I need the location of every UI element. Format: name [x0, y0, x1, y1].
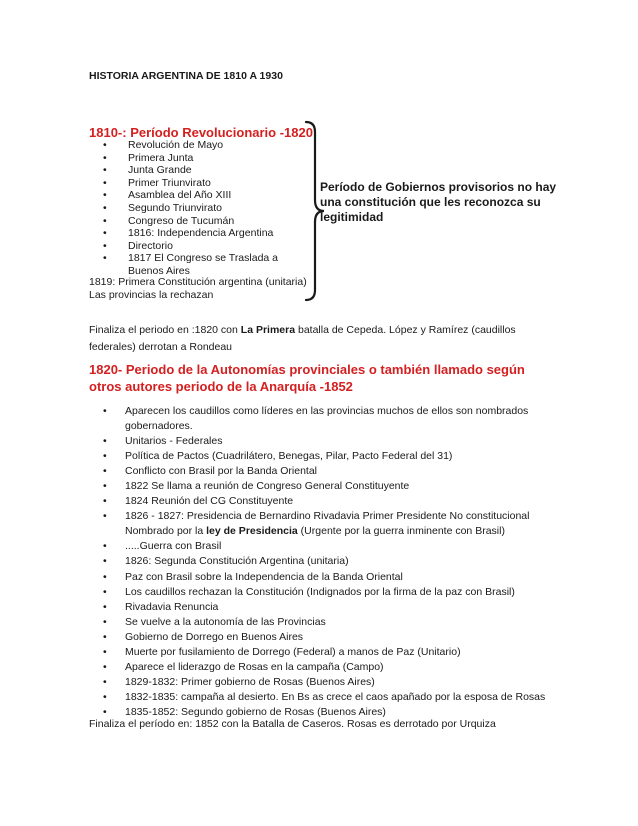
- conclusion-text: batalla de Cepeda. López y Ramírez (caudillos federales) derrotan a Rondeau: [89, 324, 516, 353]
- list-item: • Paz con Brasil sobre la Independencia de la Banda Oriental: [89, 570, 559, 585]
- list-item: • 1817 El Congreso se Traslada a Buenos Aires: [89, 252, 314, 277]
- item-text: 1826 - 1827: Presidencia de Bernardino Rivadavia Primer Presidente No constitucional Nombrado por la: [125, 510, 530, 538]
- list-item: • Aparece el liderazgo de Rosas en la campaña (Campo): [89, 660, 559, 675]
- list-item: • Directorio: [89, 240, 314, 253]
- conclusion-text: Finaliza el periodo en :1820 con: [89, 324, 241, 336]
- list-item: • Rivadavia Renuncia: [89, 600, 559, 615]
- conclusion-bold: La Primera: [240, 324, 296, 336]
- list-item: • Congreso de Tucumán: [89, 215, 314, 228]
- list-item: • 1816: Independencia Argentina: [89, 227, 314, 240]
- list-item: • 1826: Segunda Constitución Argentina (unitaria): [89, 554, 559, 569]
- list-item: • Junta Grande: [89, 164, 314, 177]
- document-title: HISTORIA ARGENTINA DE 1810 A 1930: [89, 70, 283, 82]
- section1-list: [89, 139, 314, 278]
- section1-heading: 1810-: Período Revolucionario -1820: [89, 125, 313, 140]
- item-text: (Urgente por la guerra inminente con Brasil): [297, 525, 505, 538]
- list-item: • Conflicto con Brasil por la Banda Oriental: [89, 464, 559, 479]
- list-item: • Asamblea del Año XIII: [89, 189, 314, 202]
- list-item: • 1824 Reunión del CG Constituyente: [89, 494, 559, 509]
- list-item: • 1829-1832: Primer gobierno de Rosas (Buenos Aires): [89, 675, 559, 690]
- list-item: • Unitarios - Federales: [89, 434, 559, 449]
- list-item: • 1832-1835: campaña al desierto. En Bs as crece el caos apañado por la esposa de Rosas: [89, 690, 559, 705]
- list-item: • .....Guerra con Brasil: [89, 539, 559, 554]
- list-item: • Se vuelve a la autonomía de las Provincias: [89, 615, 559, 630]
- list-item: • Política de Pactos (Cuadrilátero, Benegas, Pilar, Pacto Federal del 31): [89, 449, 559, 464]
- list-item: • 1835-1852: Segundo gobierno de Rosas (Buenos Aires): [89, 705, 559, 720]
- brace-note: Período de Gobiernos provisorios no hay una constitución que les reconozca su legitimidad: [320, 180, 557, 224]
- constitution-line: 1819: Primera Constitución argentina (unitaria): [89, 276, 307, 288]
- list-item: • Segundo Triunvirato: [89, 202, 314, 215]
- list-item: • Muerte por fusilamiento de Dorrego (Federal) a manos de Paz (Unitario): [89, 645, 559, 660]
- rejection-line: Las provincias la rechazan: [89, 288, 214, 301]
- list-item: • Primera Junta: [89, 152, 314, 165]
- section2-list: [89, 404, 559, 720]
- section2-heading: 1820- Periodo de la Autonomías provinciales o también llamado según otros autores periodo de la Anarquía -1852: [89, 362, 525, 394]
- list-item: • Aparecen los caudillos como líderes en las provincias muchos de ellos son nombrados gobernadores.: [89, 404, 559, 434]
- list-item: • Primer Triunvirato: [89, 177, 314, 190]
- section2-conclusion: Finaliza el período en: 1852 con la Batalla de Caseros. Rosas es derrotado por Urquiza: [89, 718, 496, 730]
- item-bold: ley de Presidencia: [206, 525, 298, 538]
- list-item: [89, 509, 559, 539]
- section1-tail: [89, 276, 307, 301]
- list-item: • Revolución de Mayo: [89, 139, 314, 152]
- list-item: • Los caudillos rechazan la Constitución (Indignados por la firma de la paz con Brasil): [89, 585, 559, 600]
- section1-conclusion: [89, 322, 559, 356]
- list-item: • Gobierno de Dorrego en Buenos Aires: [89, 630, 559, 645]
- list-item: • 1822 Se llama a reunión de Congreso General Constituyente: [89, 479, 559, 494]
